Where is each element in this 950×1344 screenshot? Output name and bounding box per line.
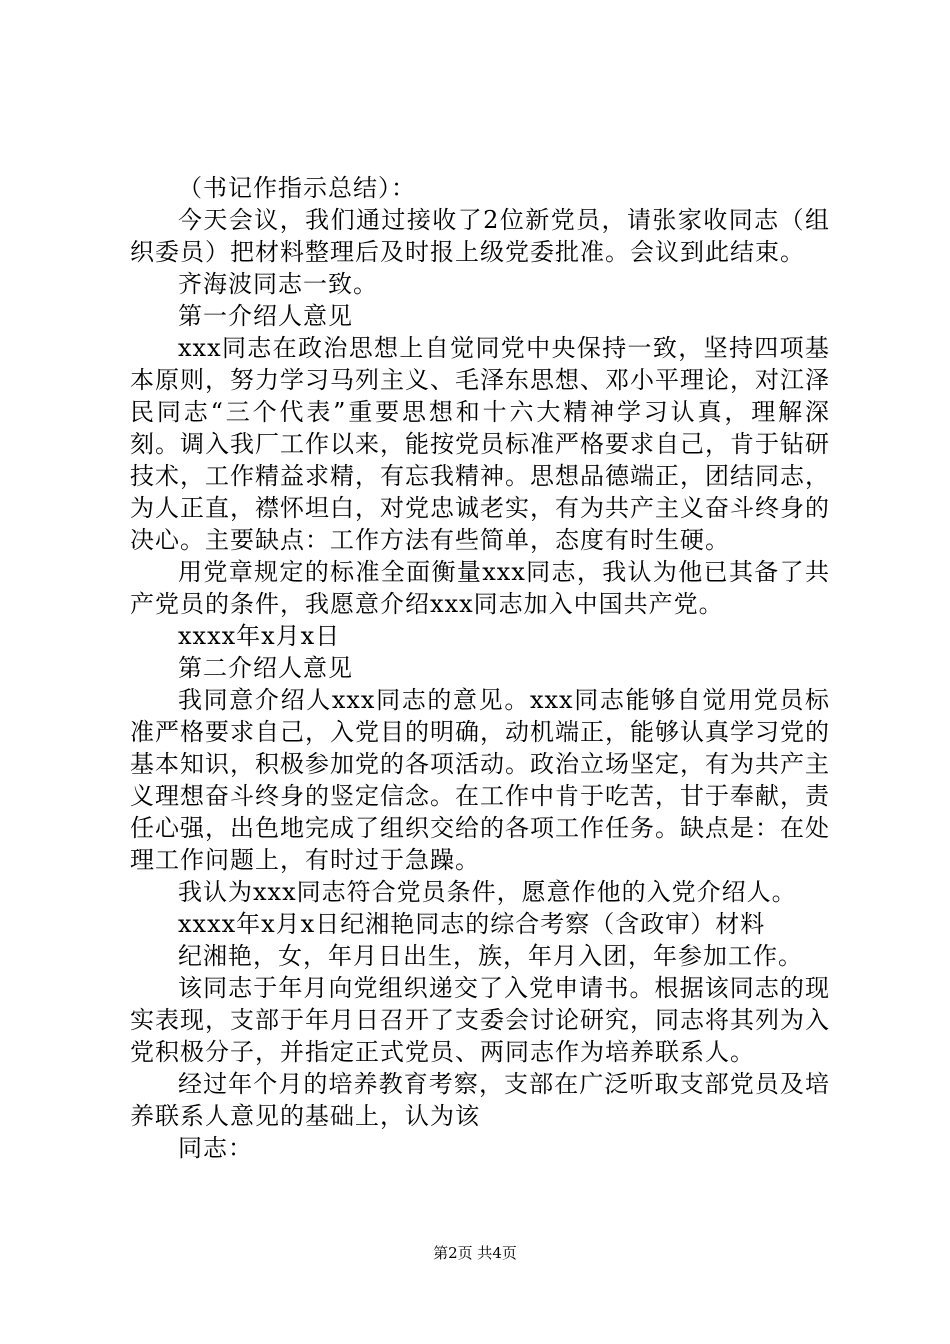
paragraph-meeting-conclusion: 今天会议，我们通过接收了2位新党员，请张家收同志（组织委员）把材料整理后及时报上级党委批准。会议到此结束。 bbox=[130, 206, 830, 266]
document-body bbox=[130, 172, 830, 1164]
paragraph-second-introducer-recommendation: 我认为xxx同志符合党员条件，愿意作他的入党介绍人。 bbox=[178, 878, 797, 906]
paragraph-agreement: 齐海波同志一致。 bbox=[178, 270, 378, 298]
paragraph-training-assessment: 经过年个月的培养教育考察，支部在广泛听取支部党员及培养联系人意见的基础上，认为该 bbox=[130, 1070, 830, 1130]
paragraph-assessment-title: xxxx年x月x日纪湘艳同志的综合考察（含政审）材料 bbox=[178, 910, 766, 938]
page-footer: 第2页 共4页 bbox=[433, 1244, 517, 1262]
paragraph-second-introducer-opinion: 我同意介绍人xxx同志的意见。xxx同志能够自觉用党员标准严格要求自己，入党目的明确，动机端正，能够认真学习党的基本知识，积极参加党的各项活动。政治立场坚定，有为共产主义理想奋斗终身的竖定信念。在工作中肯于吃苦，甘于奉献，责任心强，出色地完成了组织交给的各项工作任务。缺点是：在处理工作问题上，有时过于急躁。 bbox=[130, 686, 830, 874]
paragraph-first-introducer-heading: 第一介绍人意见 bbox=[178, 302, 353, 330]
paragraph-application-history: 该同志于年月向党组织递交了入党申请书。根据该同志的现实表现，支部于年月日召开了支委会讨论研究，同志将其列为入党积极分子，并指定正式党员、两同志作为培养联系人。 bbox=[130, 974, 830, 1066]
paragraph-personal-info: 纪湘艳，女，年月日出生，族，年月入团，年参加工作。 bbox=[178, 942, 803, 970]
paragraph-first-introducer-opinion: xxx同志在政治思想上自觉同党中央保持一致，坚持四项基本原则，努力学习马列主义、毛泽东思想、邓小平理论，对江泽民同志“三个代表”重要思想和十六大精神学习认真，理解深刻。调入我厂工作以来，能按党员标准严格要求自己，肯于钻研技术，工作精益求精，有忘我精神。思想品德端正，团结同志，为人正直，襟怀坦白，对党忠诚老实，有为共产主义奋斗终身的决心。主要缺点：工作方法有些简单，态度有时生硬。 bbox=[130, 334, 830, 554]
paragraph-second-introducer-heading: 第二介绍人意见 bbox=[178, 654, 353, 682]
paragraph-first-introducer-recommendation: 用党章规定的标准全面衡量xxx同志，我认为他已其备了共产党员的条件，我愿意介绍xxx同志加入中国共产党。 bbox=[130, 558, 830, 618]
paragraph-first-date: xxxx年x月x日 bbox=[178, 622, 341, 650]
paragraph-comrade: 同志： bbox=[178, 1134, 253, 1162]
paragraph-secretary-summary-heading: （书记作指示总结）： bbox=[178, 174, 416, 202]
